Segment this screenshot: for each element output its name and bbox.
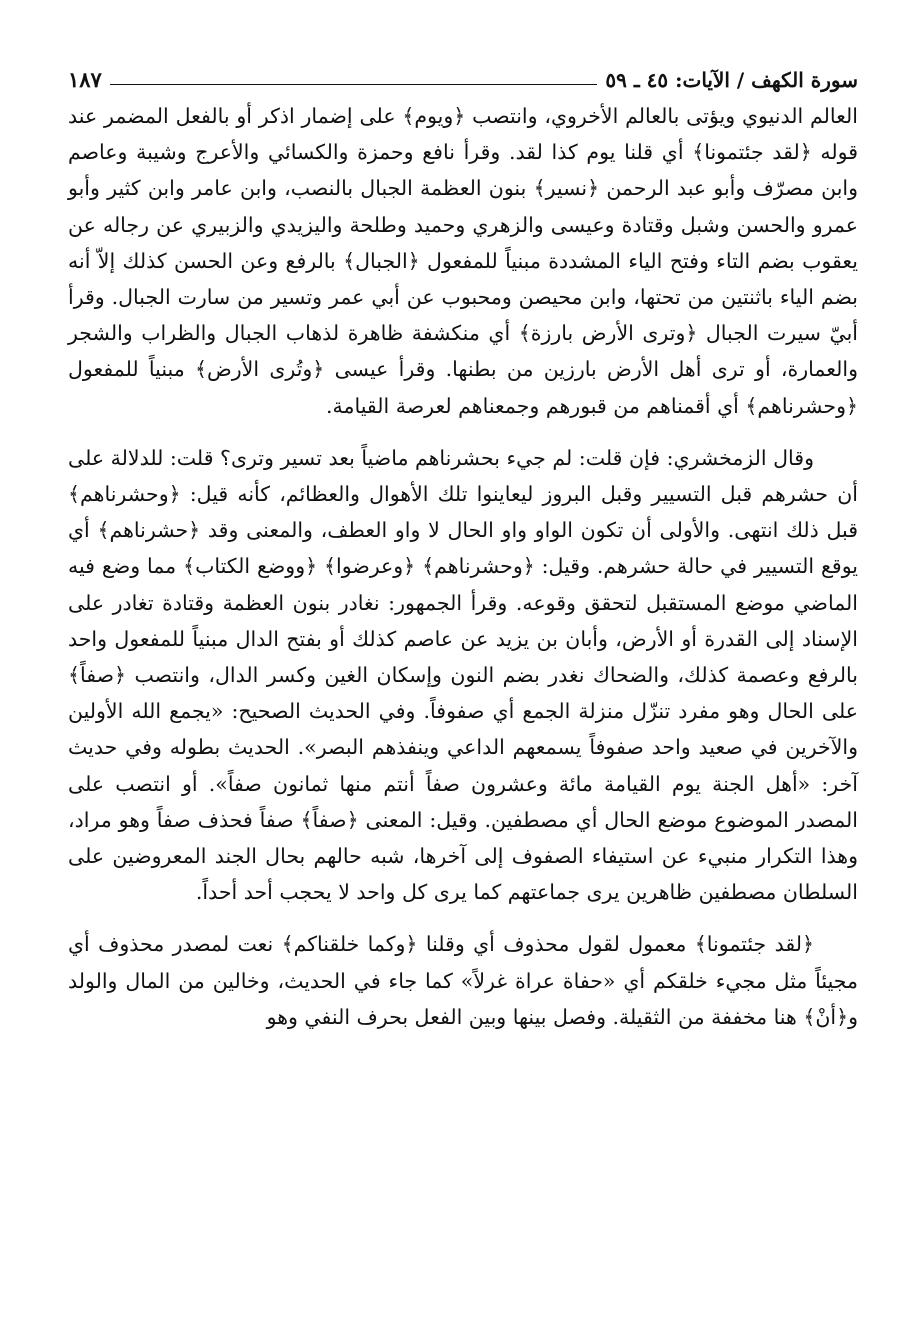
page-body	[68, 98, 858, 1035]
running-title: سورة الكهف / الآيات: ٤٥ ـ ٥٩	[605, 68, 858, 92]
paragraph: ﴿لقد جئتمونا﴾ معمول لقول محذوف أي وقلنا ﴿وكما خلقناكم﴾ نعت لمصدر محذوف أي مجيئاً مثل مجيء خلقكم أي «حفاة عراة غرلاً» كما جاء في الحديث، وخالين من المال والولد و﴿أنْ﴾ هنا مخففة من الثقيلة. وفصل بينها وبين الفعل بحرف النفي وهو	[68, 932, 858, 1029]
header-rule	[110, 84, 598, 85]
paragraph: وقال الزمخشري: فإن قلت: لم جيء بحشرناهم ماضياً بعد تسير وترى؟ قلت: للدلالة على أن حشرهم قبل التسيير وقبل البروز ليعاينوا تلك الأهوال والعظائم، كأنه قيل: ﴿وحشرناهم﴾ قبل ذلك انتهى. والأولى أن تكون الواو واو الحال لا واو العطف، والمعنى وقد ﴿حشرناهم﴾ أي يوقع التسيير في حالة حشرهم. وقيل: ﴿وحشرناهم﴾ ﴿وعرضوا﴾ ﴿ووضع الكتاب﴾ مما وضع فيه الماضي موضع المستقبل لتحقق وقوعه. وقرأ الجمهور: نغادر بنون العظمة وقتادة تغادر على الإسناد إلى القدرة أو الأرض، وأبان بن يزيد عن عاصم كذلك أو بفتح الدال مبنياً للمفعول واحد بالرفع وعصمة كذلك، والضحاك نغدر بضم النون وإسكان الغين وكسر الدال، وانتصب ﴿صفاً﴾ على الحال وهو مفرد تنزّل منزلة الجمع أي صفوفاً. وفي الحديث الصحيح: «يجمع الله الأولين والآخرين في صعيد واحد صفوفاً يسمعهم الداعي وينفذهم البصر». الحديث بطوله وفي حديث آخر: «أهل الجنة يوم القيامة مائة وعشرون صفاً أنتم منها ثمانون صفاً». أو انتصب على المصدر الموضوع موضع الحال أي مصطفين. وقيل: المعنى ﴿صفاً﴾ صفاً فحذف صفاً وهو مراد، وهذا التكرار منبيء عن استيفاء الصفوف إلى آخرها، شبه حالهم بحال الجند المعروضين على السلطان مصطفين ظاهرين يرى جماعتهم كما يرى كل واحد لا يحجب أحد أحداً.	[68, 445, 858, 905]
page-number: ١٨٧	[68, 67, 102, 92]
page-header	[68, 52, 858, 92]
paragraph: العالم الدنيوي ويؤتى بالعالم الأخروي، وانتصب ﴿ويوم﴾ على إضمار اذكر أو بالفعل المضمر عند قوله ﴿لقد جئتمونا﴾ أي قلنا يوم كذا لقد. وقرأ نافع وحمزة والكسائي والأعرج وشيبة وعاصم وابن مصرّف وأبو عبد الرحمن ﴿نسير﴾ بنون العظمة الجبال بالنصب، وابن عامر وابن كثير وأبو عمرو والحسن وشبل وقتادة وعيسى والزهري وحميد وطلحة واليزيدي والزبيري عن رجاله عن يعقوب بضم التاء وفتح الياء المشددة مبنياً للمفعول ﴿الجبال﴾ بالرفع وعن الحسن كذلك إلاّ أنه بضم الياء باثنتين من تحتها، وابن محيصن ومحبوب عن أبي عمر وتسير من سارت الجبال. وقرأ أبيّ سيرت الجبال ﴿وترى الأرض بارزة﴾ أي منكشفة ظاهرة لذهاب الجبال والظراب والشجر والعمارة، أو ترى أهل الأرض بارزين من بطنها. وقرأ عيسى ﴿وتُرى الأرض﴾ مبنياً للمفعول ﴿وحشرناهم﴾ أي أقمناهم من قبورهم وجمعناهم لعرصة القيامة.	[68, 104, 858, 418]
book-page	[68, 52, 858, 1322]
